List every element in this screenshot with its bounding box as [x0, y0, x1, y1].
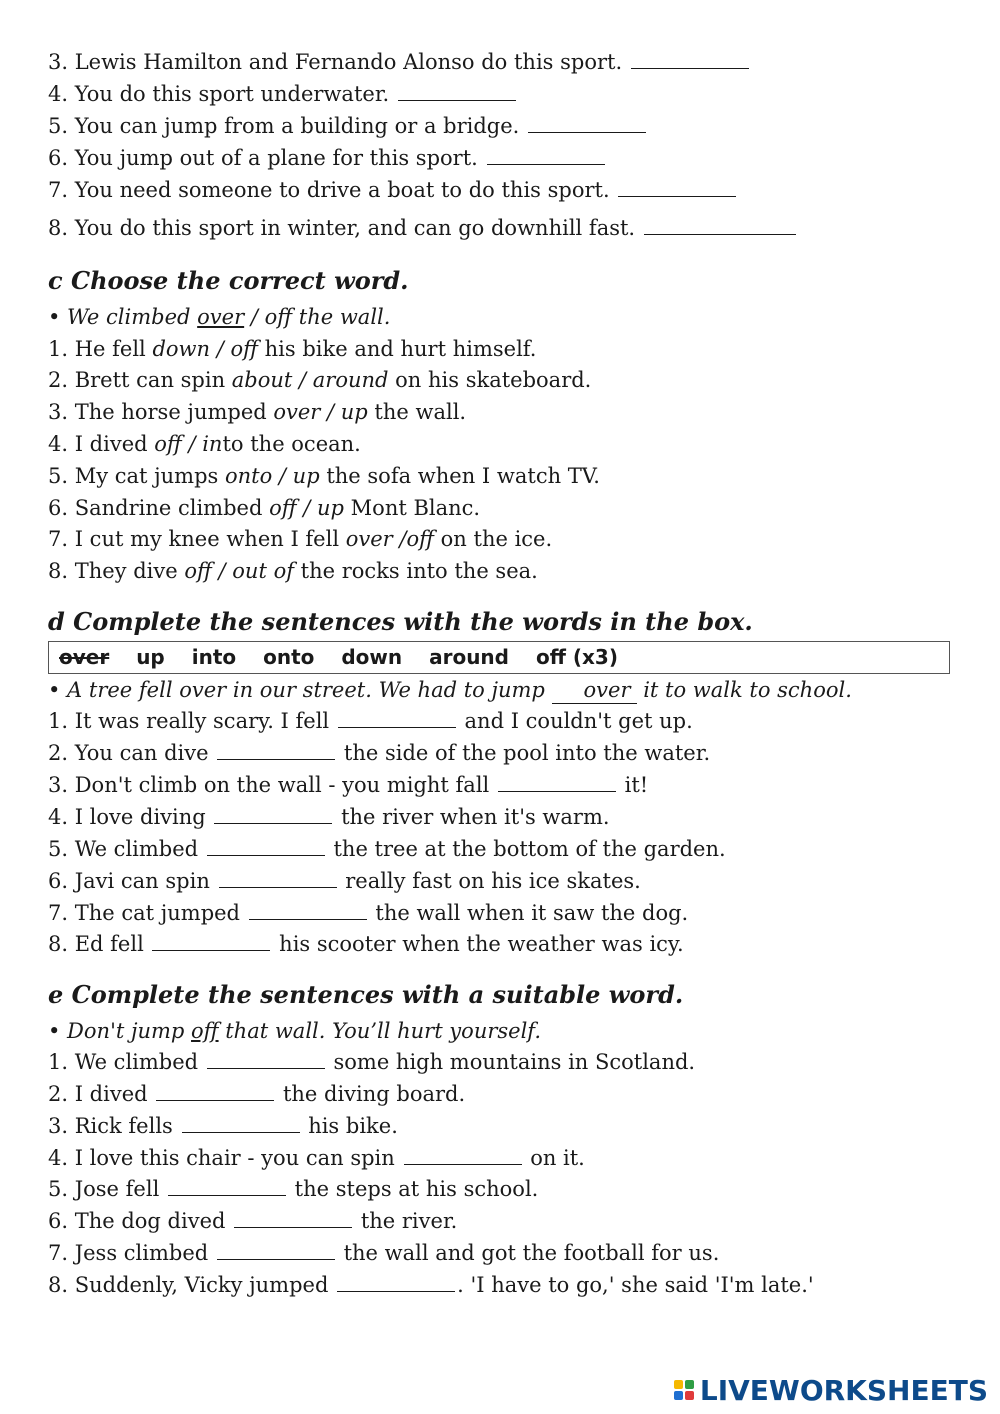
answer-blank[interactable]	[234, 1209, 352, 1228]
d-item: 6. Javi can spin really fast on his ice skates.	[48, 869, 641, 893]
e-item: 8. Suddenly, Vicky jumped . 'I have to go,' she said 'I'm late.'	[48, 1273, 814, 1297]
e-item: 4. I love this chair - you can spin on it.	[48, 1146, 585, 1170]
answer-blank[interactable]	[398, 82, 516, 101]
c-item: 1. He fell down / off his bike and hurt himself.	[48, 337, 537, 361]
c-example: • We climbed over / off the wall.	[48, 305, 391, 329]
section-e-heading: e Complete the sentences with a suitable word.	[48, 980, 684, 1009]
answer-blank[interactable]	[618, 178, 736, 197]
box-word: down	[341, 645, 403, 669]
e-item: 3. Rick fells his bike.	[48, 1114, 398, 1138]
d-item: 8. Ed fell his scooter when the weather was icy.	[48, 932, 684, 956]
d-item: 3. Don't climb on the wall - you might fall it!	[48, 773, 649, 797]
answer-blank[interactable]	[168, 1177, 286, 1196]
box-word: off (x3)	[535, 645, 618, 669]
answer-blank[interactable]	[217, 741, 335, 760]
b-item-5: 5. You can jump from a building or a bridge.	[48, 113, 648, 139]
answer-blank[interactable]	[207, 837, 325, 856]
word-choice[interactable]: onto / up	[225, 464, 320, 488]
liveworksheets-logo	[674, 1372, 988, 1408]
logo-icon	[674, 1380, 694, 1400]
answer-blank[interactable]	[214, 805, 332, 824]
answer-blank[interactable]	[182, 1114, 300, 1133]
answer-blank[interactable]	[217, 1241, 335, 1260]
c-item: 8. They dive off / out of the rocks into the sea.	[48, 559, 538, 583]
e-item: 6. The dog dived the river.	[48, 1209, 458, 1233]
answer-blank[interactable]	[498, 773, 616, 792]
word-choice[interactable]: off / out of	[184, 559, 294, 583]
b-item-7: 7. You need someone to drive a boat to do this sport.	[48, 177, 738, 203]
answer-blank[interactable]	[528, 114, 646, 133]
answer-blank[interactable]	[337, 1273, 455, 1292]
d-item: 7. The cat jumped the wall when it saw the dog.	[48, 901, 689, 925]
c-item: 4. I dived off / into the ocean.	[48, 432, 361, 456]
answer-blank[interactable]	[152, 932, 270, 951]
answer-blank[interactable]	[487, 146, 605, 165]
logo-text: LIVEWORKSHEETS	[699, 1373, 988, 1407]
answer-blank[interactable]	[631, 50, 749, 69]
b-item-8: 8. You do this sport in winter, and can go downhill fast.	[48, 215, 798, 241]
answer-blank[interactable]	[207, 1050, 325, 1069]
answer-blank[interactable]	[404, 1146, 522, 1165]
b-item-4: 4. You do this sport underwater.	[48, 81, 518, 107]
section-d-heading: d Complete the sentences with the words in the box.	[48, 607, 753, 636]
answer-blank[interactable]	[249, 901, 367, 920]
b-item-3: 3. Lewis Hamilton and Fernando Alonso do this sport.	[48, 49, 751, 75]
d-item: 2. You can dive the side of the pool into the water.	[48, 741, 711, 765]
box-word: into	[191, 645, 237, 669]
box-word: around	[429, 645, 509, 669]
answer-blank[interactable]	[644, 216, 796, 235]
c-item: 7. I cut my knee when I fell over /off on the ice.	[48, 527, 553, 551]
answer-blank[interactable]	[156, 1082, 274, 1101]
d-item: 1. It was really scary. I fell and I couldn't get up.	[48, 709, 693, 733]
box-word: onto	[263, 645, 315, 669]
d-item: 5. We climbed the tree at the bottom of the garden.	[48, 837, 726, 861]
word-choice[interactable]: over /off	[345, 527, 434, 551]
e-example: • Don't jump off that wall. You’ll hurt yourself.	[48, 1019, 541, 1043]
c-item: 5. My cat jumps onto / up the sofa when I watch TV.	[48, 464, 600, 488]
box-word: up	[136, 645, 165, 669]
word-choice[interactable]: down / off	[152, 337, 258, 361]
c-item: 2. Brett can spin about / around on his skateboard.	[48, 368, 592, 392]
d-item: 4. I love diving the river when it's warm.	[48, 805, 610, 829]
word-box	[48, 641, 950, 674]
word-choice[interactable]: about / around	[231, 368, 389, 392]
b-item-6: 6. You jump out of a plane for this sport.	[48, 145, 607, 171]
c-item: 3. The horse jumped over / up the wall.	[48, 400, 467, 424]
word-choice[interactable]: off / up	[269, 496, 344, 520]
section-c-heading: c Choose the correct word.	[48, 266, 409, 295]
e-item: 1. We climbed some high mountains in Scotland.	[48, 1050, 696, 1074]
box-word: over	[59, 645, 110, 669]
answer-blank[interactable]	[338, 709, 456, 728]
e-item: 7. Jess climbed the wall and got the football for us.	[48, 1241, 720, 1265]
word-choice[interactable]: over / up	[273, 400, 368, 424]
answer-blank[interactable]	[219, 869, 337, 888]
c-item: 6. Sandrine climbed off / up Mont Blanc.	[48, 496, 481, 520]
e-item: 5. Jose fell the steps at his school.	[48, 1177, 539, 1201]
word-choice[interactable]: off / in	[154, 432, 223, 456]
e-item: 2. I dived the diving board.	[48, 1082, 466, 1106]
d-example: • A tree fell over in our street. We had to jump over it to walk to school.	[48, 678, 852, 702]
